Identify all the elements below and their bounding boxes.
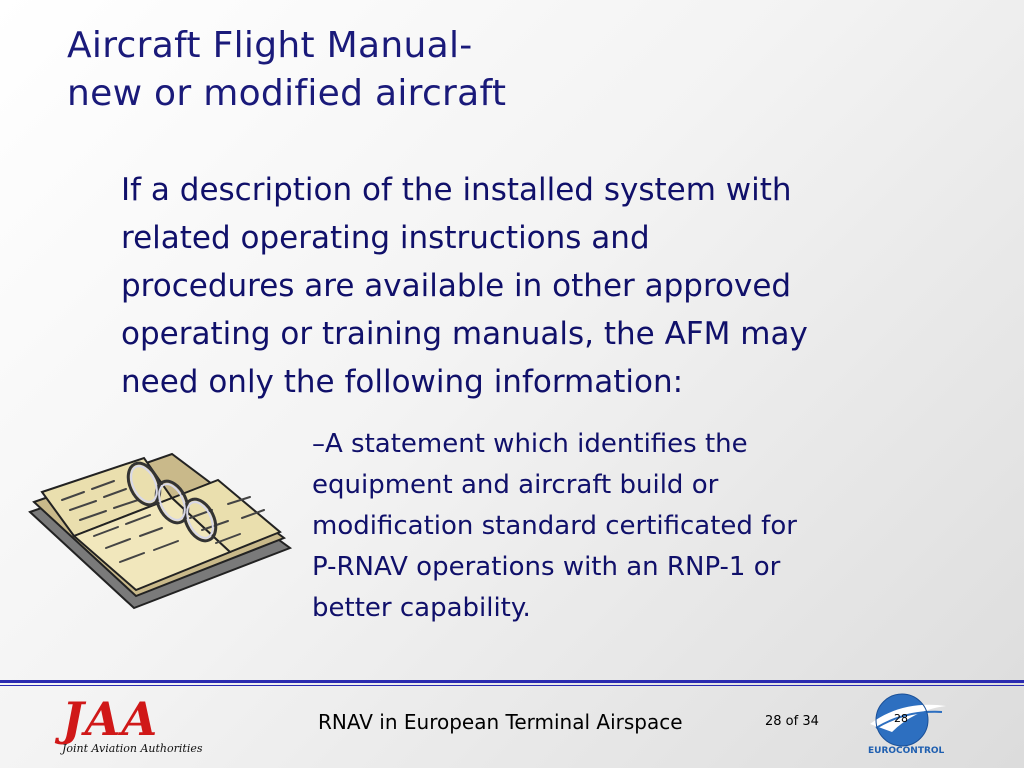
sub-bullet (312, 424, 992, 629)
slide-title-line-2: new or modified aircraft (67, 73, 507, 114)
sub-bullet-line: better capability. (312, 593, 531, 623)
main-paragraph-line: If a description of the installed system with (121, 172, 792, 208)
main-paragraph (121, 166, 981, 406)
slide-title-line-1: Aircraft Flight Manual- (67, 25, 473, 66)
footer-divider (0, 680, 1024, 683)
binder-book-illustration (22, 440, 302, 610)
binder-book-icon (22, 440, 302, 610)
main-paragraph-line: operating or training manuals, the AFM may (121, 316, 808, 352)
footer-title: RNAV in European Terminal Airspace (318, 710, 683, 734)
slide-number: 28 (894, 712, 908, 725)
sub-bullet-line: modification standard certificated for (312, 511, 797, 541)
main-paragraph-line: need only the following information: (121, 364, 684, 400)
footer-divider-thin (0, 685, 1024, 686)
eurocontrol-label: EUROCONTROL (868, 746, 945, 756)
main-paragraph-line: procedures are available in other approved (121, 268, 792, 304)
jaa-logo-letters: JAA (62, 692, 159, 746)
jaa-logo-subtitle: Joint Aviation Authorities (62, 742, 203, 755)
sub-bullet-line: P-RNAV operations with an RNP-1 or (312, 552, 781, 582)
slide-title (67, 22, 767, 118)
page-count: 28 of 34 (765, 714, 819, 729)
jaa-logo (52, 692, 202, 762)
sub-bullet-line: –A statement which identifies the (312, 429, 748, 459)
main-paragraph-line: related operating instructions and (121, 220, 650, 256)
sub-bullet-line: equipment and aircraft build or (312, 470, 719, 500)
